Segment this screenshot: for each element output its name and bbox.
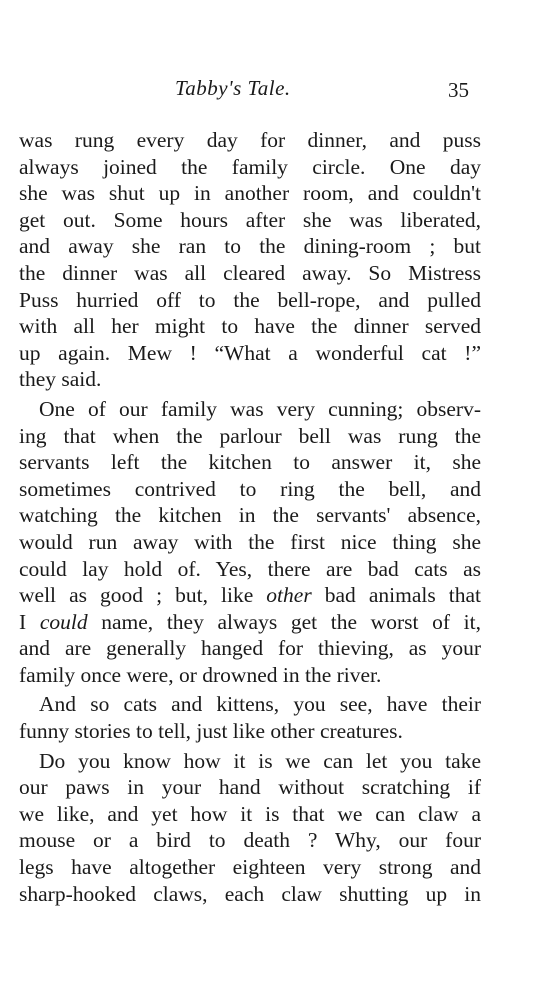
text-line: I could name, they always get the worst of it, bbox=[19, 609, 481, 634]
text-line: well as good ; but, like other bad animals that bbox=[19, 583, 481, 608]
text-line: sharp-hooked claws, each claw shutting up in bbox=[19, 881, 481, 906]
text-line: could lay hold of. Yes, there are bad cats as bbox=[19, 556, 481, 581]
text-line: they said. bbox=[19, 367, 102, 392]
text-line: up again. Mew ! “What a wonderful cat !” bbox=[19, 340, 481, 365]
text-line: always joined the family circle. One day bbox=[19, 154, 481, 179]
text-line: she was shut up in another room, and couldn't bbox=[19, 181, 481, 206]
running-head bbox=[0, 76, 559, 106]
text-line: Do you know how it is we can let you take bbox=[39, 748, 481, 773]
text-line: would run away with the first nice thing she bbox=[19, 529, 481, 554]
paragraph bbox=[19, 127, 481, 393]
text-line: ing that when the parlour bell was rung the bbox=[19, 423, 481, 448]
paragraph bbox=[19, 691, 481, 744]
text-line: with all her might to have the dinner served bbox=[19, 314, 481, 339]
paragraph bbox=[19, 748, 481, 908]
text-line: and away she ran to the dining-room ; but bbox=[19, 234, 481, 259]
text-line: watching the kitchen in the servants' absence, bbox=[19, 503, 481, 528]
page-number: 35 bbox=[448, 78, 469, 102]
text-line: sometimes contrived to ring the bell, and bbox=[19, 476, 481, 501]
text-line: And so cats and kittens, you see, have their bbox=[39, 692, 481, 717]
text-line: the dinner was all cleared away. So Mistress bbox=[19, 260, 481, 285]
text-line: and are generally hanged for thieving, as your bbox=[19, 636, 481, 661]
text-line: mouse or a bird to death ? Why, our four bbox=[19, 828, 481, 853]
text-line: our paws in your hand without scratching if bbox=[19, 775, 481, 800]
text-line: get out. Some hours after she was liberated, bbox=[19, 207, 481, 232]
body-text bbox=[19, 127, 481, 907]
running-title: Tabby's Tale. bbox=[175, 76, 291, 100]
text-line: One of our family was very cunning; observ- bbox=[39, 396, 481, 421]
text-line: servants left the kitchen to answer it, she bbox=[19, 450, 481, 475]
text-line: legs have altogether eighteen very strong and bbox=[19, 855, 481, 880]
text-line: we like, and yet how it is that we can claw a bbox=[19, 801, 481, 826]
text-line: Puss hurried off to the bell-rope, and pulled bbox=[19, 287, 481, 312]
text-line: funny stories to tell, just like other creatures. bbox=[19, 719, 403, 744]
text-line: family once were, or drowned in the river. bbox=[19, 662, 382, 687]
text-line: was rung every day for dinner, and puss bbox=[19, 128, 481, 152]
paragraph bbox=[19, 396, 481, 689]
